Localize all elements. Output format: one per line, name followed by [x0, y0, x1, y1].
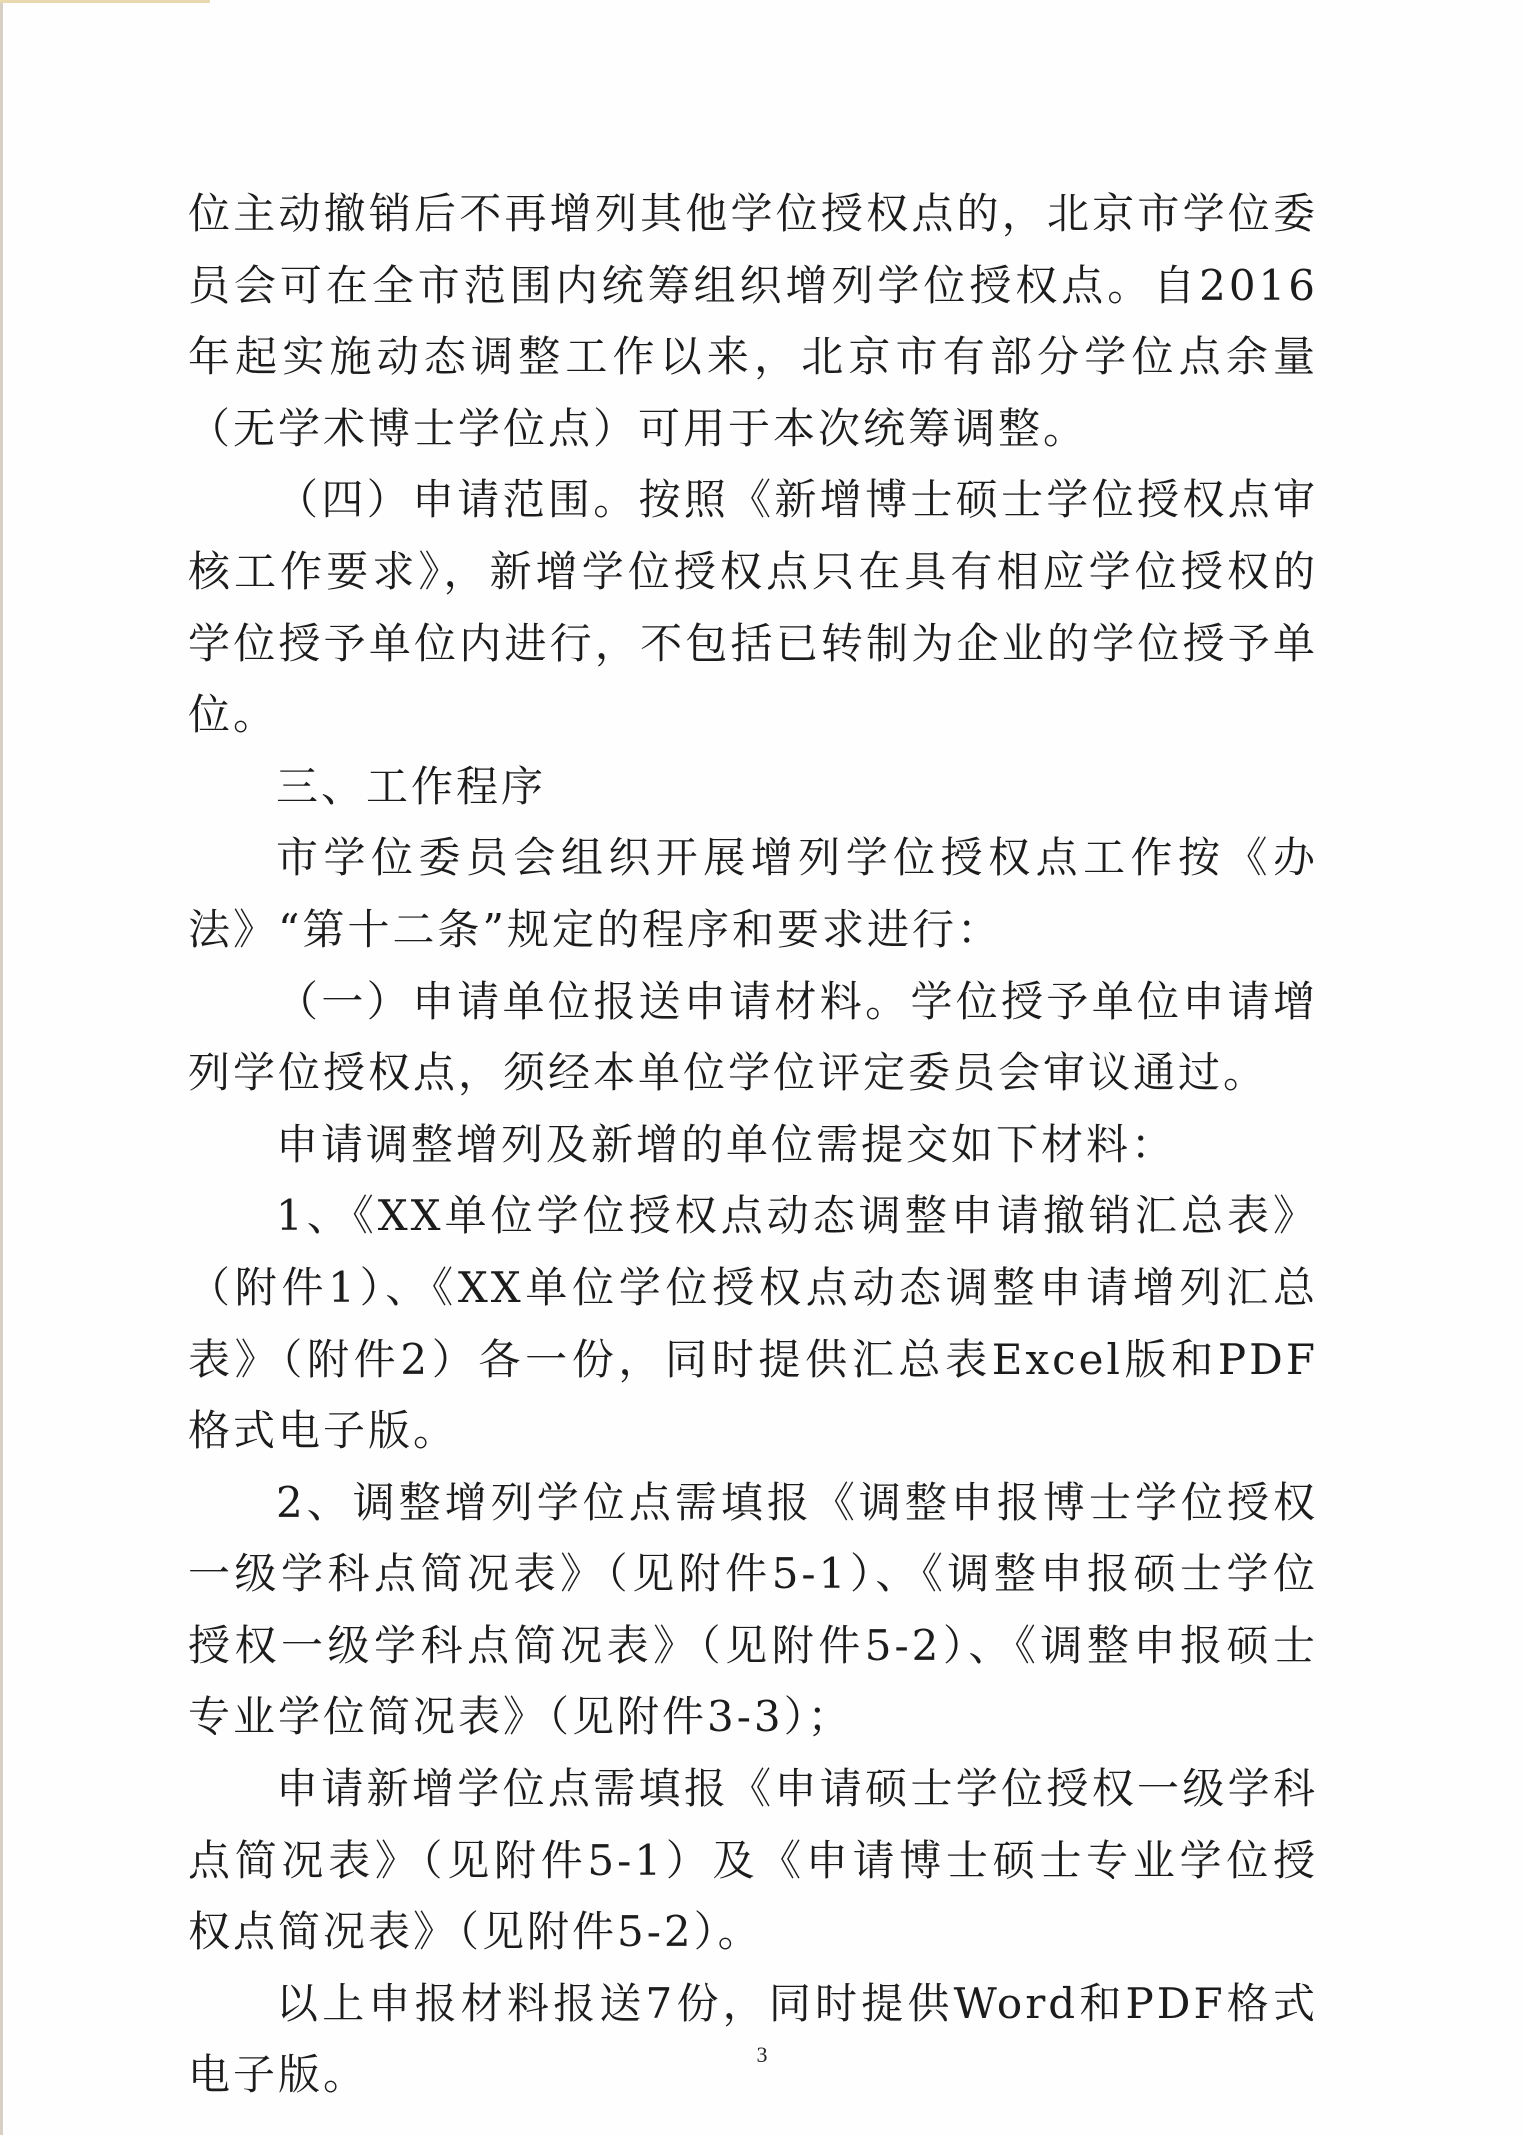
paragraph-procedure-intro: 市学位委员会组织开展增列学位授权点工作按《办法》“第十二条”规定的程序和要求进行：	[188, 833, 1318, 954]
paragraph-new-points: 申请新增学位点需填报《申请硕士学位授权一级学科点简况表》（见附件5-1）及《申请博士硕士专业学位授权点简况表》（见附件5-2）。	[188, 1764, 1318, 1957]
scan-mark	[0, 0, 210, 3]
list-item-2: 2、调整增列学位点需填报《调整申报博士学位授权一级学科点简况表》（见附件5-1）、《调整申报硕士学位授权一级学科点简况表》（见附件5-2）、《调整申报硕士专业学位简况表》（见附件3-3）；	[188, 1477, 1318, 1742]
paragraph-submit-materials: （一）申请单位报送申请材料。学位授予单位申请增列学位授权点，须经本单位学位评定委员会审议通过。	[188, 976, 1318, 1098]
paragraph-materials-list-intro: 申请调整增列及新增的单位需提交如下材料：	[276, 1119, 1177, 1169]
scan-edge	[0, 0, 3, 2135]
paragraph-copies: 以上申报材料报送7份，同时提供Word和PDF格式电子版。	[188, 1978, 1318, 2100]
section-heading-procedure: 三、工作程序	[276, 761, 547, 811]
page-number: 3	[756, 2042, 768, 2067]
document-body	[188, 178, 1318, 2111]
paragraph-continuation: 位主动撤销后不再增列其他学位授权点的，北京市学位委员会可在全市范围内统筹组织增列学位授权点。自2016年起实施动态调整工作以来，北京市有部分学位点余量（无学术博士学位点）可用于本次统筹调整。	[188, 189, 1318, 453]
paragraph-application-scope: （四）申请范围。按照《新增博士硕士学位授权点审核工作要求》，新增学位授权点只在具有相应学位授权的学位授予单位内进行，不包括已转制为企业的学位授予单位。	[188, 475, 1318, 740]
list-item-1: 1、《XX单位学位授权点动态调整申请撤销汇总表》（附件1）、《XX单位学位授权点动态调整申请增列汇总表》（附件2）各一份，同时提供汇总表Excel版和PDF格式电子版。	[188, 1191, 1318, 1456]
